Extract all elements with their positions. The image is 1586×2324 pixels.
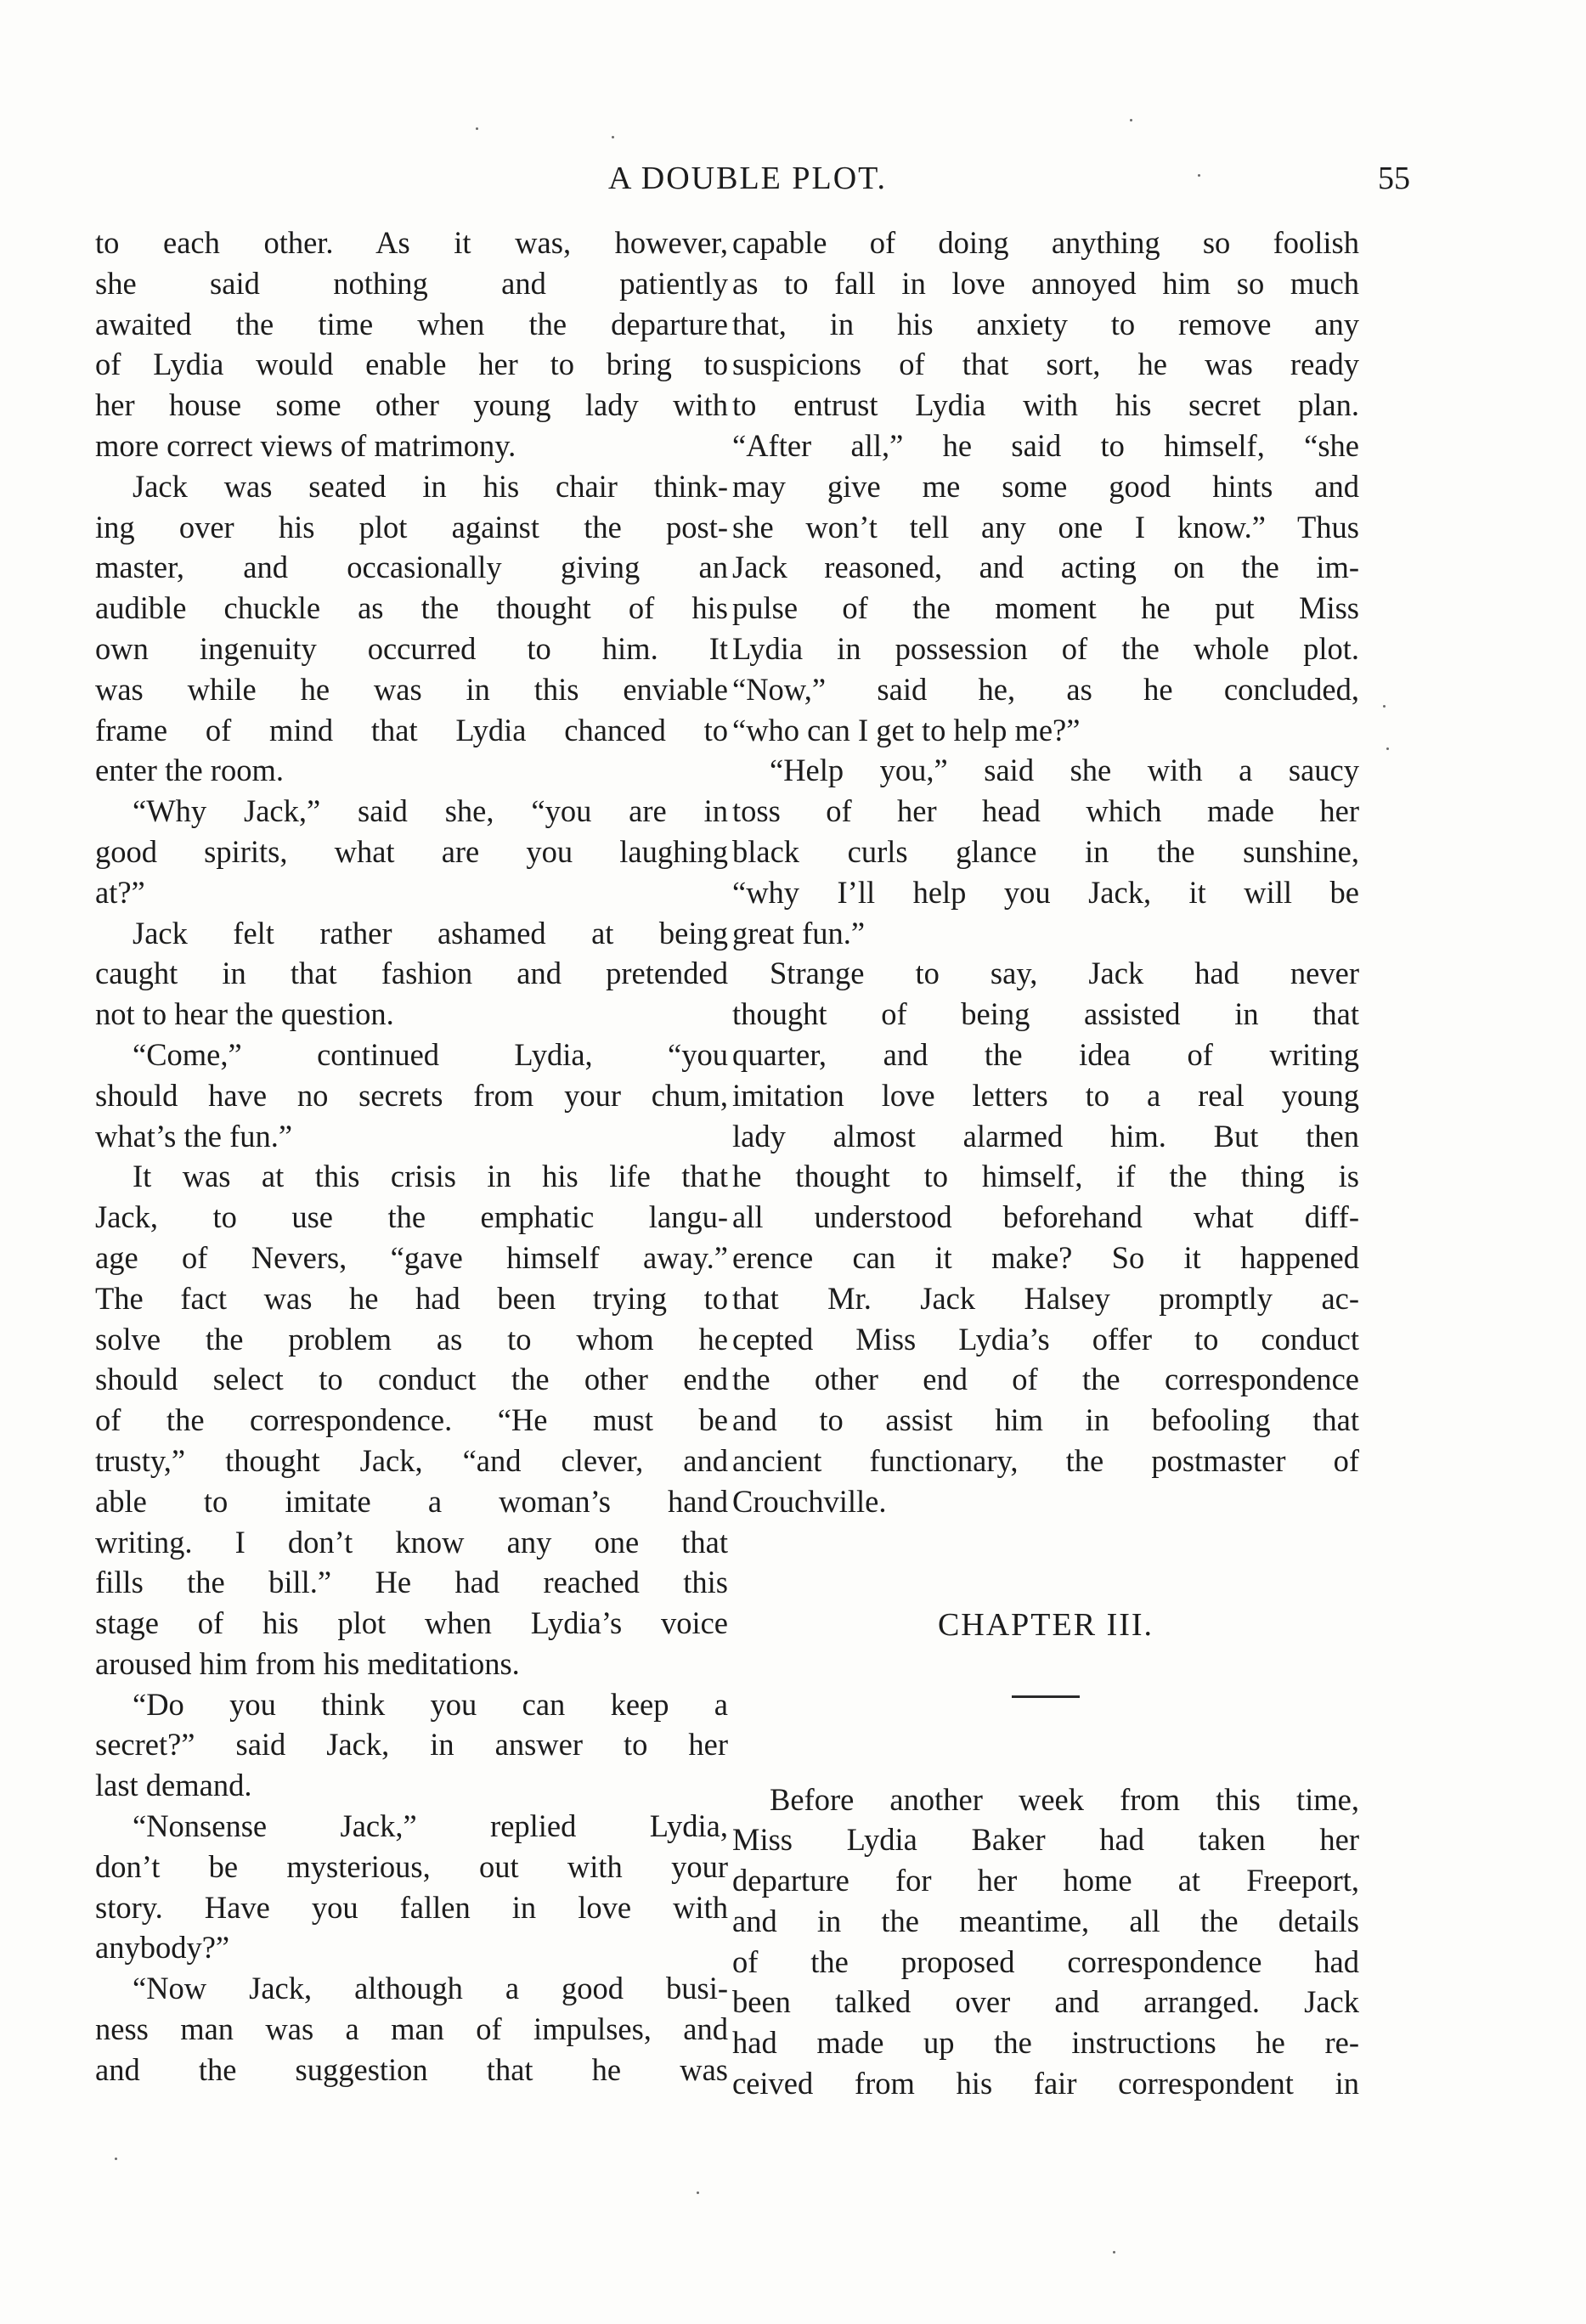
text-line: age of Nevers, “gave himself away.”	[95, 1239, 728, 1275]
text-line: had made up the instructions he re-	[732, 2025, 1359, 2061]
text-line: and the suggestion that he was	[95, 2051, 728, 2087]
text-line: erence can it make? So it happened	[732, 1239, 1359, 1275]
text-line: quarter, and the idea of writing	[732, 1036, 1359, 1072]
text-line: audible chuckle as the thought of his	[95, 590, 728, 626]
chapter-body	[732, 1780, 1359, 2104]
text-line: great fun.”	[732, 915, 866, 950]
text-line: “Now Jack, although a good busi-	[133, 1971, 728, 2006]
text-line: departure for her home at Freeport,	[732, 1863, 1359, 1898]
text-line: anybody?”	[95, 1930, 230, 1966]
text-line: cepted Miss Lydia’s offer to conduct	[732, 1321, 1359, 1357]
chapter-rule-divider	[1012, 1695, 1080, 1698]
text-line: was while he was in this enviable	[95, 671, 728, 707]
text-line: fills the bill.” He had reached this	[95, 1565, 728, 1600]
right-text-column	[732, 223, 1359, 2104]
page-header	[85, 153, 1410, 204]
text-line: Miss Lydia Baker had taken her	[732, 1822, 1359, 1858]
text-line: solve the problem as to whom he	[95, 1321, 728, 1357]
text-line: and to assist him in befooling that	[732, 1402, 1359, 1438]
text-line: “Help you,” said she with a saucy	[770, 753, 1359, 788]
text-line: may give me some good hints and	[732, 468, 1359, 504]
print-speck	[1386, 747, 1389, 750]
text-line: trusty,” thought Jack, “and clever, and	[95, 1442, 728, 1478]
text-line: It was at this crisis in his life that	[133, 1159, 728, 1194]
text-line: the other end of the correspondence	[732, 1362, 1359, 1397]
print-speck	[612, 136, 614, 138]
text-line: caught in that fashion and pretended	[95, 956, 728, 991]
text-line: toss of her head which made her	[732, 793, 1359, 829]
print-speck	[1383, 705, 1386, 708]
text-line: Strange to say, Jack had never	[770, 956, 1359, 991]
text-line: not to hear the question.	[95, 996, 394, 1032]
text-line: “Nonsense Jack,” replied Lydia,	[133, 1808, 728, 1844]
text-line: of the proposed correspondence had	[732, 1943, 1359, 1979]
text-line: good spirits, what are you laughing	[95, 833, 728, 869]
text-line: ness man was a man of impulses, and	[95, 2011, 728, 2047]
text-line: to each other. As it was, however,	[95, 225, 728, 260]
text-line: enter the room.	[95, 753, 284, 788]
text-line: own ingenuity occurred to him. It	[95, 630, 728, 666]
chapter-heading: CHAPTER III.	[937, 1606, 1154, 1643]
text-line: The fact was he had been trying to	[95, 1280, 728, 1316]
text-line: Jack felt rather ashamed at being	[133, 915, 728, 950]
print-speck	[1130, 119, 1132, 121]
text-line: of Lydia would enable her to bring to	[95, 347, 728, 382]
print-speck	[697, 2191, 699, 2194]
text-line: should select to conduct the other end	[95, 1362, 728, 1397]
text-line: lady almost alarmed him. But then	[732, 1118, 1359, 1154]
text-line: last demand.	[95, 1768, 252, 1803]
text-line: she won’t tell any one I know.” Thus	[732, 509, 1359, 544]
right-column-body	[732, 223, 1359, 1522]
text-line: “Why Jack,” said she, “you are in	[133, 793, 728, 829]
text-line: Crouchville.	[732, 1483, 887, 1519]
text-line: ing over his plot against the post-	[95, 509, 728, 544]
text-line: at?”	[95, 874, 145, 910]
text-line: that Mr. Jack Halsey promptly ac-	[732, 1280, 1359, 1316]
text-line: thought of being assisted in that	[732, 996, 1359, 1032]
text-line: black curls glance in the sunshine,	[732, 833, 1359, 869]
text-line: ancient functionary, the postmaster of	[732, 1442, 1359, 1478]
text-line: “Now,” said he, as he concluded,	[732, 671, 1359, 707]
text-line: “Do you think you can keep a	[133, 1686, 728, 1722]
text-line: master, and occasionally giving an	[95, 550, 728, 585]
text-line: “Come,” continued Lydia, “you	[133, 1036, 728, 1072]
text-line: Jack reasoned, and acting on the im-	[732, 550, 1359, 585]
text-line: more correct views of matrimony.	[95, 427, 516, 463]
print-speck	[1198, 174, 1200, 177]
text-line: frame of mind that Lydia chanced to	[95, 712, 728, 747]
chapter-break	[732, 1604, 1359, 1698]
running-title: A DOUBLE PLOT.	[607, 161, 888, 196]
text-line: Jack was seated in his chair think-	[133, 468, 728, 504]
text-line: she said nothing and patiently	[95, 265, 728, 301]
text-line: as to fall in love annoyed him so much	[732, 265, 1359, 301]
text-line: that, in his anxiety to remove any	[732, 306, 1359, 341]
text-line: her house some other young lady with	[95, 387, 728, 423]
text-line: what’s the fun.”	[95, 1118, 293, 1154]
text-line: “why I’ll help you Jack, it will be	[732, 874, 1359, 910]
print-speck	[476, 127, 478, 130]
print-speck	[1113, 2251, 1115, 2253]
text-line: aroused him from his meditations.	[95, 1645, 520, 1681]
text-line: Jack, to use the emphatic langu-	[95, 1199, 728, 1235]
text-line: Before another week from this time,	[770, 1781, 1359, 1817]
text-line: “After all,” he said to himself, “she	[732, 427, 1359, 463]
text-line: pulse of the moment he put Miss	[732, 590, 1359, 626]
text-line: Lydia in possession of the whole plot.	[732, 630, 1359, 666]
text-line: all understood beforehand what diff-	[732, 1199, 1359, 1235]
text-line: ceived from his fair correspondent in	[732, 2066, 1359, 2101]
page-number: 55	[1378, 161, 1410, 196]
text-line: he thought to himself, if the thing is	[732, 1159, 1359, 1194]
text-line: able to imitate a woman’s hand	[95, 1483, 728, 1519]
text-line: imitation love letters to a real young	[732, 1077, 1359, 1113]
text-line: “who can I get to help me?”	[732, 712, 1081, 747]
text-line: of the correspondence. “He must be	[95, 1402, 728, 1438]
text-line: awaited the time when the departure	[95, 306, 728, 341]
text-line: been talked over and arranged. Jack	[732, 1984, 1359, 2020]
text-line: story. Have you fallen in love with	[95, 1889, 728, 1925]
text-line: writing. I don’t know any one that	[95, 1524, 728, 1560]
text-line: secret?” said Jack, in answer to her	[95, 1727, 728, 1763]
print-speck	[115, 2158, 117, 2160]
left-text-column	[95, 223, 728, 2090]
text-line: and in the meantime, all the details	[732, 1903, 1359, 1938]
text-line: should have no secrets from your chum,	[95, 1077, 728, 1113]
text-line: to entrust Lydia with his secret plan.	[732, 387, 1359, 423]
text-line: capable of doing anything so foolish	[732, 225, 1359, 260]
text-line: suspicions of that sort, he was ready	[732, 347, 1359, 382]
text-line: don’t be mysterious, out with your	[95, 1848, 728, 1884]
text-line: stage of his plot when Lydia’s voice	[95, 1605, 728, 1641]
